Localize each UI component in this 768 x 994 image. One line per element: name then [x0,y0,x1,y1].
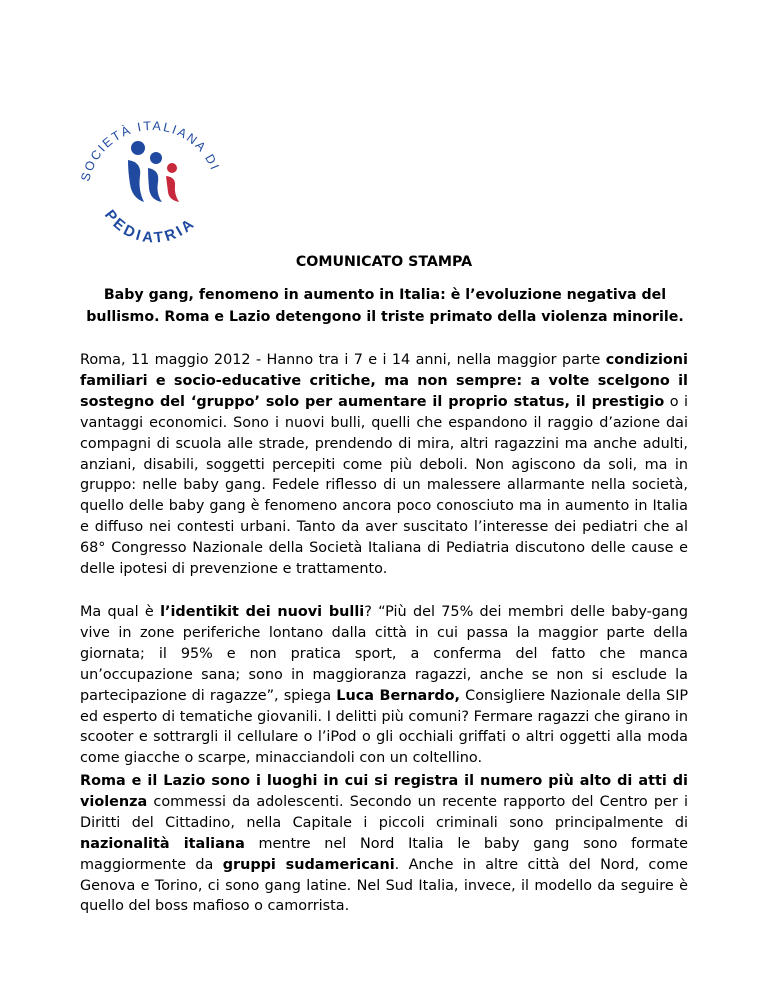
press-release-title: Baby gang, fenomeno in aumento in Italia: è l’evoluzione negativa del bullismo. Roma e Lazio detengono il triste primato della violenza minorile. [86,287,684,325]
paragraph-1 [80,350,688,580]
p3-text-3: . Anche in altre città del Nord, come Genova e Torino, ci sono gang latine. Nel Sud Italia, invece, il modello da seguire è quello del boss mafioso o camorrista. [80,856,688,915]
sip-logo [72,98,232,258]
logo-arc-bottom-text [101,207,199,247]
p3-bold-3: gruppi sudamericani [222,856,395,873]
p2-bold-1: l’identikit dei nuovi bulli [160,604,365,620]
figure-head-right [167,163,177,173]
p3-bold-1: Roma e il Lazio sono i luoghi in cui si registra il numero più alto di atti di violenza [80,773,688,810]
press-release-header: COMUNICATO STAMPA [295,254,473,270]
figure-head-mid [150,152,162,164]
figure-body-right [166,176,179,202]
figures-icon [128,141,179,202]
p3-text-2: mentre nel Nord Italia le baby gang sono formate maggiormente da [80,835,688,873]
p1-text-1: Roma, 11 maggio 2012 - Hanno tra i 7 e i 14 anni, nella maggior parte [80,352,606,368]
p3-bold-2: nazionalità italiana [80,835,245,852]
figure-body-mid [148,168,162,202]
logo-arc-top-path: SOCIETÀ ITALIANA DI [78,118,223,183]
p1-bold-1: condizioni familiari e socio-educative critiche, ma non sempre: a volte scelgono il sostegno del ‘gruppo’ solo per aumentare il proprio status, il prestigio [80,352,688,410]
p3-text-1: commessi da adolescenti. Secondo un recente rapporto del Centro per i Diritti del Cittadino, nella Capitale i piccoli criminali sono principalmente di [80,793,688,831]
sip-logo-graphic [72,98,232,258]
p2-text-2: ? “Più del 75% dei membri delle baby-gang vive in zone periferiche lontano dalla città in cui passa la maggior parte della giornata; il 95% e non pratica sport, a conferma del fatto che manca un’occupazione sana; sono in maggioranza ragazzi, anche se non si esclude la partecipazione di ragazze”, spiega [80,604,689,704]
paragraph-3 [80,771,688,917]
logo-arc-bottom-path: PEDIATRIA [101,206,200,247]
paragraph-2 [80,602,688,769]
figure-head-left [131,141,145,155]
p2-text-3: Consigliere Nazionale della SIP ed esperto di tematiche giovanili. I delitti più comuni? Fermare ragazzi che girano in scooter e sottrargli il cellulare o l’iPod o gli occhiali griffati o altri oggetti alla moda come giacche o scarpe, minacciandoli con un coltellino. [80,687,688,767]
p2-text-1: Ma qual è [80,604,161,620]
p2-bold-2: Luca Bernardo, [336,687,461,704]
figure-body-left [128,160,144,202]
p1-text-2: o i vantaggi economici. Sono i nuovi bulli, quelli che espandono il raggio d’azione dai compagni di scuola alle strade, prendendo di mira, altri ragazzini ma anche adulti, anziani, disabili, soggetti percepiti come più deboli. Non agiscono da soli, ma in gruppo: nelle baby gang. Fedele riflesso di un malessere allarmante nella società, quello delle baby gang è fenomeno ancora poco conosciuto ma in aumento in Italia e diffuso nei contesti urbani. Tanto da aver suscitato l’interesse dei pediatri che al 68° Congresso Nazionale della Società Italiana di Pediatria discutono delle cause e delle ipotesi di prevenzione e trattamento. [80,393,689,578]
